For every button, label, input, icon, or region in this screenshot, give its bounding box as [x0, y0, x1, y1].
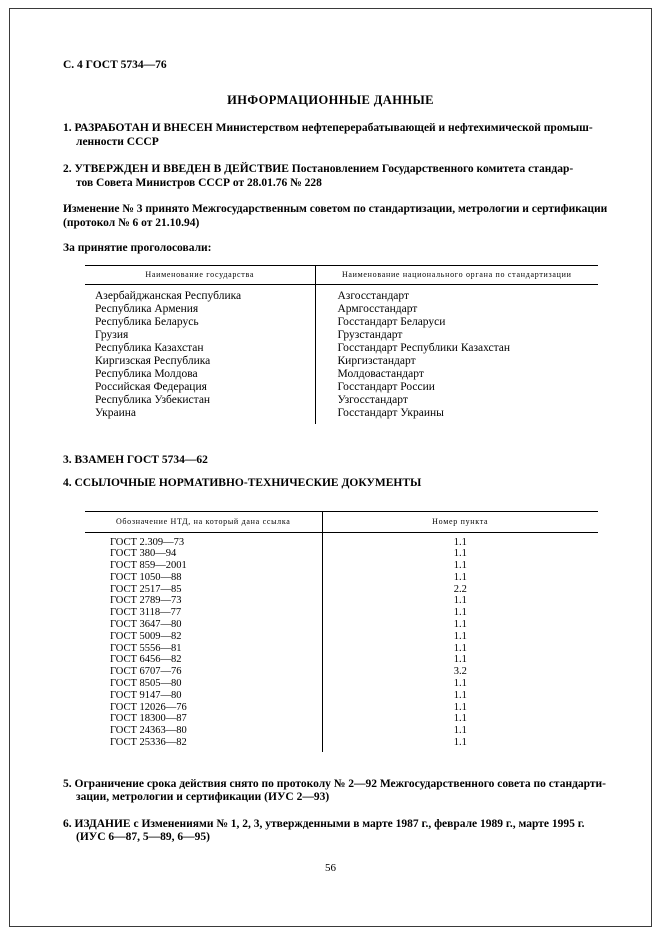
table-row: [85, 666, 598, 678]
standard-cell: ГОСТ 5009—82: [85, 631, 322, 643]
item-5-line-1: 5. Ограничение срока действия снято по протоколу № 2—92 Межгосударственного совета по стандарти-: [63, 777, 606, 790]
reference-table: [85, 511, 598, 752]
amendment-line-1: Изменение № 3 принято Межгосударственным советом по стандартизации, метрологии и сертификации: [63, 203, 608, 215]
standard-cell: ГОСТ 24363—80: [85, 725, 322, 737]
table-row: [85, 532, 598, 548]
country-cell: Азербайджанская Республика: [85, 284, 315, 303]
standard-cell: ГОСТ 3118—77: [85, 607, 322, 619]
org-cell: Молдовастандарт: [337, 367, 424, 380]
clause-cell: 1.1: [453, 725, 467, 737]
table-row: [85, 725, 598, 737]
section-item-6: [63, 818, 598, 845]
vote-table: [85, 265, 598, 424]
table-row: [85, 560, 598, 572]
standard-cell: ГОСТ 6707—76: [85, 666, 322, 678]
table-row: [85, 407, 598, 424]
org-cell: Узгосстандарт: [337, 393, 408, 406]
standard-cell: ГОСТ 5556—81: [85, 643, 322, 655]
clause-cell: 1.1: [453, 619, 467, 631]
page-number: 56: [325, 861, 336, 874]
org-cell: Госстандарт Республики Казахстан: [337, 341, 511, 354]
table-row: [85, 355, 598, 368]
standard-cell: ГОСТ 12026—76: [85, 702, 322, 714]
standard-cell: ГОСТ 25336—82: [85, 737, 322, 752]
section-item-4: 4. ССЫЛОЧНЫЕ НОРМАТИВНО-ТЕХНИЧЕСКИЕ ДОКУМЕНТЫ: [63, 477, 422, 489]
standard-cell: ГОСТ 2517—85: [85, 584, 322, 596]
table-row: [85, 329, 598, 342]
table-row: [85, 381, 598, 394]
reference-table-body: [85, 532, 598, 752]
table-row: [85, 654, 598, 666]
page-content: [63, 58, 608, 875]
clause-cell: 1.1: [453, 607, 467, 619]
clause-cell: 1.1: [453, 689, 467, 701]
country-cell: Республика Беларусь: [85, 316, 315, 329]
item-6-line-2: (ИУС 6—87, 5—89, 6—95): [76, 831, 210, 844]
reference-table-header-clause: Номер пункта: [322, 511, 598, 532]
table-row: [85, 342, 598, 355]
section-item-5: [63, 777, 606, 805]
clause-cell: 1.1: [453, 536, 467, 548]
item-5-line-2: зации, метрологии и сертификации (ИУС 2—93): [76, 791, 330, 804]
country-cell: Грузия: [85, 329, 315, 342]
table-row: [85, 631, 598, 643]
reference-table-header-row: [85, 511, 598, 532]
country-cell: Республика Армения: [85, 303, 315, 316]
standard-cell: ГОСТ 380—94: [85, 548, 322, 560]
clause-cell: 1.1: [453, 595, 467, 607]
section-item-1: [63, 122, 598, 149]
amendment-note: [63, 203, 608, 230]
table-row: [85, 584, 598, 596]
table-row: [85, 737, 598, 752]
clause-cell: 1.1: [453, 713, 467, 725]
org-cell: Госстандарт Украины: [337, 406, 444, 419]
standard-cell: ГОСТ 6456—82: [85, 654, 322, 666]
table-row: [85, 690, 598, 702]
country-cell: Российская Федерация: [85, 381, 315, 394]
doc-header: С. 4 ГОСТ 5734—76: [63, 59, 167, 71]
table-row: [85, 284, 598, 303]
clause-cell: 1.1: [453, 630, 467, 642]
table-row: [85, 607, 598, 619]
section-item-2: [63, 163, 598, 190]
vote-table-header-row: [85, 265, 598, 284]
org-cell: Армгосстандарт: [337, 302, 418, 315]
table-row: [85, 702, 598, 714]
org-cell: Грузстандарт: [337, 328, 403, 341]
table-row: [85, 572, 598, 584]
standard-cell: ГОСТ 18300—87: [85, 713, 322, 725]
org-cell: Госстандарт Беларуси: [337, 315, 446, 328]
standard-cell: ГОСТ 859—2001: [85, 560, 322, 572]
table-row: [85, 316, 598, 329]
country-cell: Республика Молдова: [85, 368, 315, 381]
standard-cell: ГОСТ 2.309—73: [85, 532, 322, 548]
amendment-line-2: (протокол № 6 от 21.10.94): [63, 216, 200, 229]
org-cell: Госстандарт России: [337, 380, 435, 393]
country-cell: Киргизская Республика: [85, 355, 315, 368]
standard-cell: ГОСТ 2789—73: [85, 595, 322, 607]
vote-table-header-country: Наименование государства: [85, 265, 315, 284]
vote-table-header-org: Наименование национального органа по стандартизации: [315, 265, 598, 284]
standard-cell: ГОСТ 3647—80: [85, 619, 322, 631]
reference-table-header-designation: Обозначение НТД, на который дана ссылка: [85, 511, 322, 532]
table-row: [85, 368, 598, 381]
item-2-line-1: 2. УТВЕРЖДЕН И ВВЕДЕН В ДЕЙСТВИЕ Постановлением Государственного комитета стандар-: [63, 163, 574, 175]
page-title: ИНФОРМАЦИОННЫЕ ДАННЫЕ: [227, 93, 434, 107]
table-row: [85, 678, 598, 690]
country-cell: Республика Узбекистан: [85, 394, 315, 407]
item-6-line-1: 6. ИЗДАНИЕ с Изменениями № 1, 2, 3, утвержденными в марте 1987 г., феврале 1989 г., марте 1995 г.: [63, 817, 585, 830]
item-2-line-2: тов Совета Министров СССР от 28.01.76 № 228: [76, 176, 322, 189]
vote-intro: За принятие проголосовали:: [63, 242, 212, 254]
standard-cell: ГОСТ 9147—80: [85, 690, 322, 702]
table-row: [85, 303, 598, 316]
clause-cell: 3.2: [453, 666, 467, 678]
clause-cell: 1.1: [453, 678, 467, 690]
clause-cell: 1.1: [453, 571, 467, 583]
country-cell: Республика Казахстан: [85, 342, 315, 355]
org-cell: Киргизстандарт: [337, 354, 416, 367]
clause-cell: 1.1: [453, 548, 467, 560]
vote-table-body: [85, 284, 598, 424]
clause-cell: 1.1: [453, 654, 467, 666]
clause-cell: 1.1: [453, 560, 467, 572]
standard-cell: ГОСТ 8505—80: [85, 678, 322, 690]
clause-cell: 1.1: [453, 737, 467, 749]
section-item-3: 3. ВЗАМЕН ГОСТ 5734—62: [63, 453, 208, 466]
clause-cell: 1.1: [453, 701, 467, 713]
standard-cell: ГОСТ 1050—88: [85, 572, 322, 584]
item-1-line-2: ленности СССР: [76, 135, 159, 148]
table-row: [85, 548, 598, 560]
table-row: [85, 619, 598, 631]
table-row: [85, 394, 598, 407]
clause-cell: 1.1: [453, 642, 467, 654]
table-row: [85, 595, 598, 607]
clause-cell: 2.2: [453, 583, 467, 595]
country-cell: Украина: [85, 407, 315, 424]
table-row: [85, 643, 598, 655]
org-cell: Азгосстандарт: [337, 289, 410, 302]
table-row: [85, 713, 598, 725]
item-1-line-1: 1. РАЗРАБОТАН И ВНЕСЕН Министерством нефтеперерабатывающей и нефтехимической промыш-: [63, 122, 593, 134]
